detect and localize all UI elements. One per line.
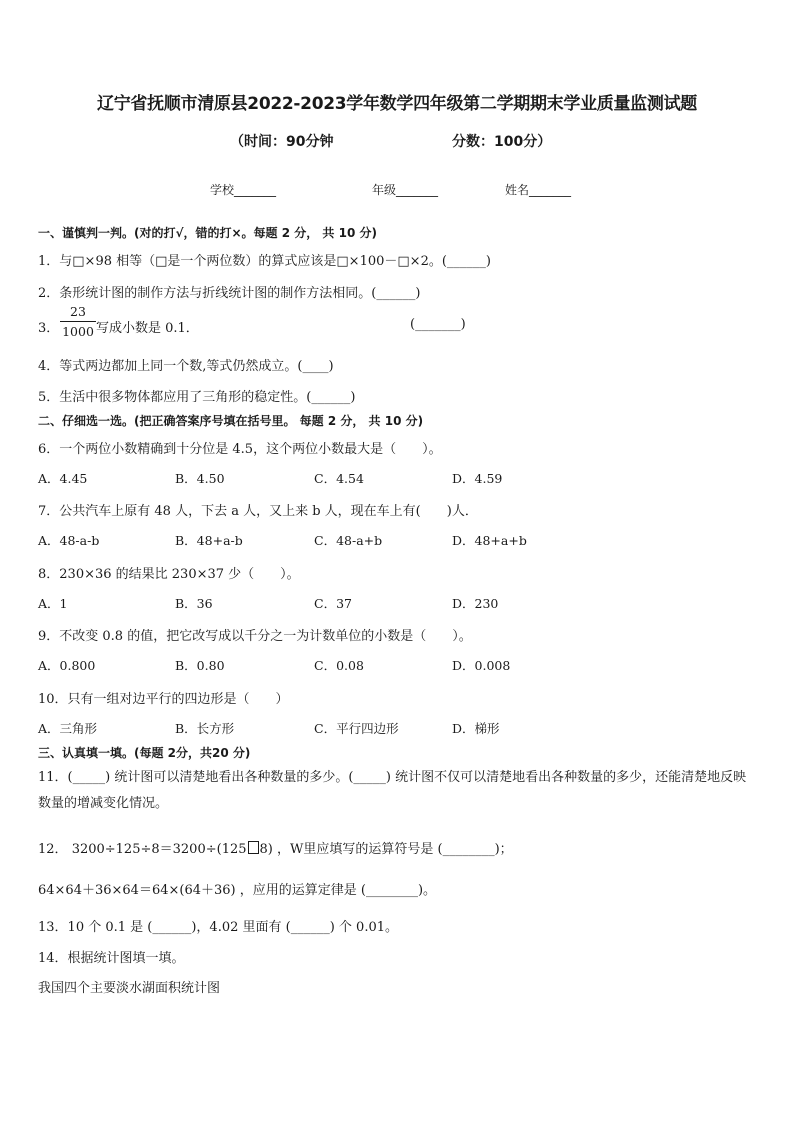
question-12-prefix: 12． bbox=[38, 842, 68, 857]
question-9: 9．不改变 0.8 的值，把它改写成以千分之一为计数单位的小数是（ ）。 bbox=[38, 629, 472, 644]
question-12-expr-right: 8) bbox=[259, 842, 273, 857]
question-4: 4．等式两边都加上同一个数,等式仍然成立。(____) bbox=[38, 359, 334, 374]
fraction-bar bbox=[60, 321, 96, 322]
option-b[interactable]: B．长方形 bbox=[175, 721, 235, 736]
option-c[interactable]: C．4.54 bbox=[314, 471, 364, 486]
option-d[interactable]: D．48+a+b bbox=[452, 533, 527, 548]
option-b[interactable]: B．36 bbox=[175, 596, 213, 611]
question-3-blank[interactable]: (_______) bbox=[410, 317, 466, 332]
fraction-denominator: 1000 bbox=[62, 324, 94, 339]
question-3-prefix: 3． bbox=[38, 321, 60, 336]
question-3-text: 写成小数是 0.1． bbox=[96, 321, 199, 336]
question-13: 13．10 个 0.1 是 (______)，4.02 里面有 (______) 个 0.01。 bbox=[38, 920, 398, 935]
option-a[interactable]: A．48-a-b bbox=[38, 533, 100, 548]
option-c[interactable]: C．37 bbox=[314, 596, 352, 611]
question-12b-text: ，应用的运算定律是 (________)。 bbox=[239, 883, 437, 898]
option-a[interactable]: A．4.45 bbox=[38, 471, 88, 486]
question-12b bbox=[38, 879, 436, 898]
option-d[interactable]: D．4.59 bbox=[452, 471, 503, 486]
page-title: 辽宁省抚顺市清原县2022-2023学年数学四年级第二学期期末学业质量监测试题 bbox=[97, 94, 697, 114]
option-d[interactable]: D．梯形 bbox=[452, 721, 500, 736]
option-d[interactable]: D．0.008 bbox=[452, 658, 511, 673]
question-10: 10．只有一组对边平行的四边形是（ ） bbox=[38, 692, 289, 707]
chart-caption: 我国四个主要淡水湖面积统计图 bbox=[38, 981, 221, 996]
question-11: 11．(_____) 统计图可以清楚地看出各种数量的多少。(_____) 统计图不仅可以清楚地看出各种数量的多少，还能清楚地反映数量的增减变化情况。 bbox=[38, 770, 747, 811]
grade-field[interactable]: 年级_______ bbox=[372, 183, 439, 197]
option-a[interactable]: A．0.800 bbox=[38, 658, 96, 673]
question-14: 14．根据统计图填一填。 bbox=[38, 951, 185, 966]
option-b[interactable]: B．0.80 bbox=[175, 658, 225, 673]
school-field[interactable]: 学校_______ bbox=[210, 183, 277, 197]
question-1: 1．与□×98 相等（□是一个两位数）的算式应该是□×100－□×2。(______) bbox=[38, 254, 491, 269]
option-c[interactable]: C．平行四边形 bbox=[314, 721, 399, 736]
option-d[interactable]: D．230 bbox=[452, 596, 499, 611]
question-6: 6．一个两位小数精确到十分位是 4.5，这个两位小数最大是（ ）。 bbox=[38, 442, 442, 457]
blank-box-icon[interactable] bbox=[248, 841, 259, 854]
section-heading-2: 二、仔细选一选。(把正确答案序号填在括号里。 每题 2 分， 共 10 分) bbox=[38, 414, 424, 428]
score-label: 分数：100分） bbox=[452, 134, 552, 150]
option-c[interactable]: C．0.08 bbox=[314, 658, 364, 673]
option-b[interactable]: B．4.50 bbox=[175, 471, 225, 486]
section-heading-1: 一、谨慎判一判。(对的打√，错的打×。每题 2 分， 共 10 分) bbox=[38, 226, 377, 240]
question-7: 7．公共汽车上原有 48 人，下去 a 人，又上来 b 人，现在车上有( )人． bbox=[38, 504, 478, 519]
question-8: 8．230×36 的结果比 230×37 少（ ）。 bbox=[38, 567, 300, 582]
section-heading-3: 三、认真填一填。(每题 2分，共20 分) bbox=[38, 746, 251, 760]
question-12b-expr: 64×64＋36×64＝64×(64＋36) bbox=[38, 883, 236, 898]
option-b[interactable]: B．48+a-b bbox=[175, 533, 243, 548]
question-3-fraction bbox=[60, 304, 96, 339]
time-label: （时间：90分钟 bbox=[230, 134, 334, 150]
question-12-expr-left: 3200÷125÷8＝3200÷(125 bbox=[71, 842, 247, 857]
name-field[interactable]: 姓名_______ bbox=[505, 183, 572, 197]
question-2: 2．条形统计图的制作方法与折线统计图的制作方法相同。(______) bbox=[38, 286, 421, 301]
option-a[interactable]: A．1 bbox=[38, 596, 68, 611]
question-12 bbox=[38, 838, 513, 857]
question-5: 5．生活中很多物体都应用了三角形的稳定性。(______) bbox=[38, 390, 356, 405]
question-12-text: ，W里应填写的运算符号是 (________)； bbox=[277, 842, 513, 857]
option-c[interactable]: C．48-a+b bbox=[314, 533, 383, 548]
option-a[interactable]: A．三角形 bbox=[38, 721, 98, 736]
fraction-numerator: 23 bbox=[70, 304, 86, 319]
